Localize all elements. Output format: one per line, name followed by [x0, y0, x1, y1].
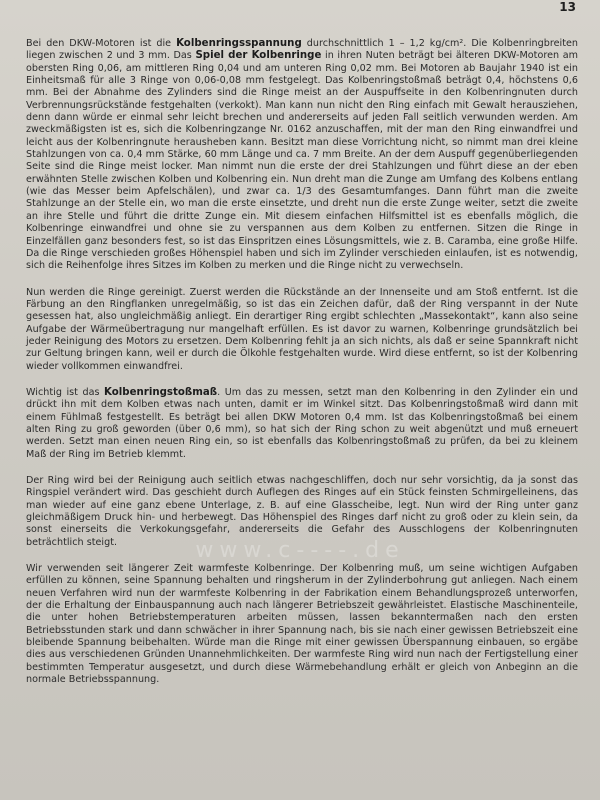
- page-body: [26, 38, 578, 698]
- bold-term: Kolbenringstoßmaß: [104, 386, 218, 398]
- paragraph-ring-tension: [26, 38, 578, 273]
- paragraph-heat-resistant-rings: [26, 563, 578, 686]
- paragraph-ring-gap: [26, 387, 578, 461]
- bold-term: Spiel der Kolbenringe: [195, 50, 322, 62]
- paragraph-ring-cleaning: [26, 287, 578, 373]
- text-run: Wir verwenden seit längerer Zeit warmfeste Kolbenringe. Der Kolbenring muß, um seine wichtigen Aufgaben erfüllen zu können, seine Spannung behalten und ringsherum in der Zylinderbohrung gut anliegen. Nach einem neuen Verfahren wird nun der warmfeste Kolbenring in der Fabrikation einem Behandlungsprozeß unterworfen, der die Erhaltung der Einbauspannung auch nach längerer Betriebszeit gewährleistet. Elastische Maschinenteile, die unter hohen Betriebstemperaturen arbeiten müssen, lassen bekanntermaßen nach den ersten Betriebsstunden stark und dann schwächer in ihrer Spannung nach, bis sie nach einer gewissen Betriebszeit eine bleibende Spannung beibehalten. Würde man die Ringe mit einer gewissen Überspannung einbauen, so ergäbe dies aus verschiedenen Gründen Unannehmlichkeiten. Der warmfeste Ring wird nun nach der Fertigstellung einer bestimmten Temperatur ausgesetzt, und durch diese Wärmebehandlung erhält er gleich von Anbeginn an die normale Betriebsspannung.: [26, 563, 578, 686]
- page-number: 13: [559, 0, 576, 14]
- text-run: Nun werden die Ringe gereinigt. Zuerst werden die Rückstände an der Innenseite und am Stoß entfernt. Ist die Färbung an den Ringflanken unregelmäßig, so ist das ein Zeichen dafür, daß der Ring verspannt in der Nute gesessen hat, also ungleichmäßig anliegt. Ein derartiger Ring ergibt schlechten „Massekontakt“, kann also seine Aufgabe der Wärmeübertragung nur mangelhaft erfüllen. Es ist davor zu warnen, Kolbenringe grundsätzlich bei jeder Reinigung des Motors zu ersetzen. Dem Kolbenring fehlt ja an sich nichts, als daß er seine Spannkraft nicht zur Geltung bringen kann, weil er durch die Ölkohle festgehalten wurde. Wird diese entfernt, so ist der Kolbenring wieder vollkommen einwandfrei.: [26, 286, 578, 372]
- bold-term: Kolbenringsspannung: [176, 38, 302, 49]
- watermark-text: www.c----.de: [195, 538, 405, 563]
- text-run: Bei den DKW-Motoren ist die: [26, 38, 177, 49]
- text-run: Der Ring wird bei der Reinigung auch seitlich etwas nachgeschliffen, doch nur sehr vorsichtig, da ja sonst das Ringspiel verändert wird. Das geschieht durch Auflegen des Ringes auf ein Stück feinsten Schmirgelleinens, das man wieder auf eine ganz ebene Unterlage, z. B. auf eine Glasscheibe, legt. Nun wird der Ring unter ganz gleichmäßigem Druck hin- und herbewegt. Das Höhenspiel des Ringes darf nicht zu groß oder zu klein sein, da sonst einerseits die Verkokungsgefahr, andererseits die Gefahr des Ausschlogens der Kolbenringnuten beträchtlich steigt.: [26, 475, 578, 548]
- text-run: in ihren Nuten beträgt bei älteren DKW-Motoren am obersten Ring 0,06, am mittleren Ring 0,04 und am unteren Ring 0,02 mm. Bei Motoren ab Baujahr 1940 ist ein Einheitsmaß für alle 3 Ringe von 0,06-0,08 mm festgelegt. Das Kolbenringstoßmaß beträgt 0,4, höchstens 0,6 mm. Bei der Abnahme des Zylinders sind die Ringe meist an der Auspuffseite in den Kolbenringnuten durch Verbrennungsrückstände festgehalten (verkokt). Man kann nun nicht den Ring einfach mit Gewalt herausziehen, denn dann würde er einmal sehr leicht brechen und andererseits auf jeden Fall seitlich verwunden werden. Am zweckmäßigsten ist es, sich die Kolbenringzange Nr. 0162 anzuschaffen, mit der man den Ring einwandfrei und leicht aus der Kolbenringnute herausheben kann. Besitzt man diese Vorrichtung nicht, so nimmt man drei kleine Stahlzungen von ca. 0,4 mm Stärke, 60 mm Länge und ca. 7 mm Breite. An der dem Auspuff gegenüberliegenden Seite sind die Ringe meist locker. Man nimmt nun die erste der drei Stahlzungen und führt diese an der eben erwähnten Stelle zwischen Kolben und Kolbenring ein. Nun dreht man die Zunge am Umfang des Kolbens entlang (wie das Messer beim Apfelschälen), und zwar ca. 1/3 des Gesamtumfanges. Dann führt man die zweite Stahlzunge an der Stelle ein, wo man die erste einsetzte, und dreht nun die erste Zunge weiter, setzt die zweite an ihre Stelle und führt die dritte Zunge ein. Mit diesem einfachen Hilfsmittel ist es ebenfalls möglich, die Kolbenringe einwandfrei und ohne sie zu verspannen aus dem Kolben zu entfernen. Sitzen die Ringe in Einzelfällen ganz besonders fest, so ist das Einspritzen eines Lösungsmittels, wie z. B. Caramba, eine große Hilfe. Da die Ringe verschieden großes Höhenspiel haben und sich im Zylinder verschieden einlaufen, ist es notwendig, sich die Reihenfolge ihres Sitzes im Kolben zu merken und die Ringe nicht zu verwechseln.: [26, 50, 578, 272]
- text-run: durchschnittlich 1 – 1,2 kg/cm². Die Kolbenringbreiten liegen zwischen 2 und 3 mm. Das: [26, 38, 578, 62]
- text-run: . Um das zu messen, setzt man den Kolbenring in den Zylinder ein und drückt ihn mit dem Kolben etwas nach unten, damit er im Winkel sitzt. Das Kolbenringstoßmaß wird dann mit einem Fühlmaß festgestellt. Es beträgt bei allen DKW Motoren 0,4 mm. Ist das Kolbenringstoßmaß bei einem alten Ring zu groß geworden (über 0,6 mm), so hat sich der Ring schon zu weit abgenützt und muß erneuert werden. Setzt man einen neuen Ring ein, so ist ebenfalls das Kolbenringstoßmaß zu prüfen, da bei zu kleinem Maß der Ring im Betrieb klemmt.: [26, 386, 578, 460]
- paragraph-ring-grinding: [26, 475, 578, 549]
- text-run: Wichtig ist das: [26, 386, 104, 398]
